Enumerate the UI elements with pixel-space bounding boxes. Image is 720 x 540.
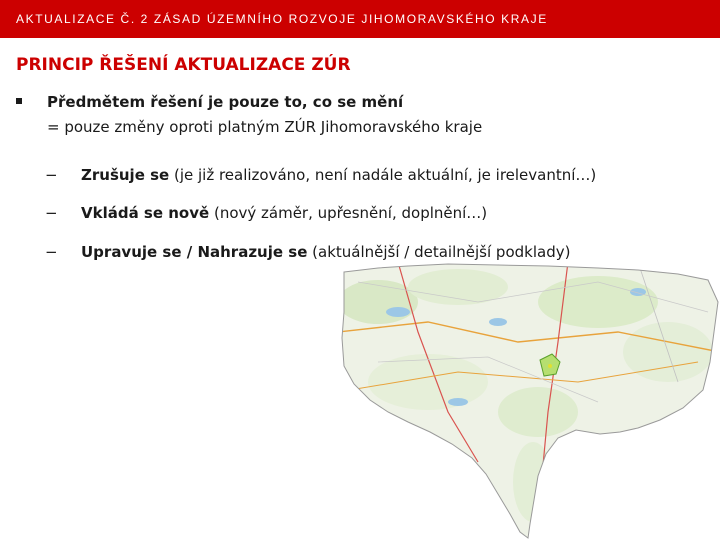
main-point-line1: Předmětem řešení je pouze to, co se mění	[47, 93, 404, 111]
dash-bullet: −	[45, 166, 58, 184]
header-title: AKTUALIZACE Č. 2 ZÁSAD ÚZEMNÍHO ROZVOJE JIHOMORAVSKÉHO KRAJE	[16, 12, 548, 26]
main-point-line2: = pouze změny oproti platným ZÚR Jihomoravského kraje	[47, 118, 483, 136]
header-bar	[0, 0, 720, 38]
dash-bullet: −	[45, 204, 58, 222]
dash-bullet: −	[45, 243, 58, 261]
sub-point-modify	[45, 243, 570, 261]
sub-point-text: (aktuálnější / detailnější podklady)	[307, 243, 571, 261]
sub-point-text: (je již realizováno, není nadále aktuální, je irelevantní…)	[169, 166, 597, 184]
sub-point-insert	[45, 204, 487, 222]
sub-point-bold: Vkládá se nově	[81, 204, 210, 222]
slide-title: PRINCIP ŘEŠENÍ AKTUALIZACE ZÚR	[16, 55, 351, 75]
square-bullet-icon	[16, 98, 22, 104]
sub-point-text: (nový záměr, upřesnění, doplnění…)	[209, 204, 488, 222]
sub-point-bold: Upravuje se / Nahrazuje se	[81, 243, 308, 261]
region-map-image	[338, 262, 720, 540]
sub-point-cancel	[45, 166, 596, 184]
sub-point-bold: Zrušuje se	[81, 166, 170, 184]
